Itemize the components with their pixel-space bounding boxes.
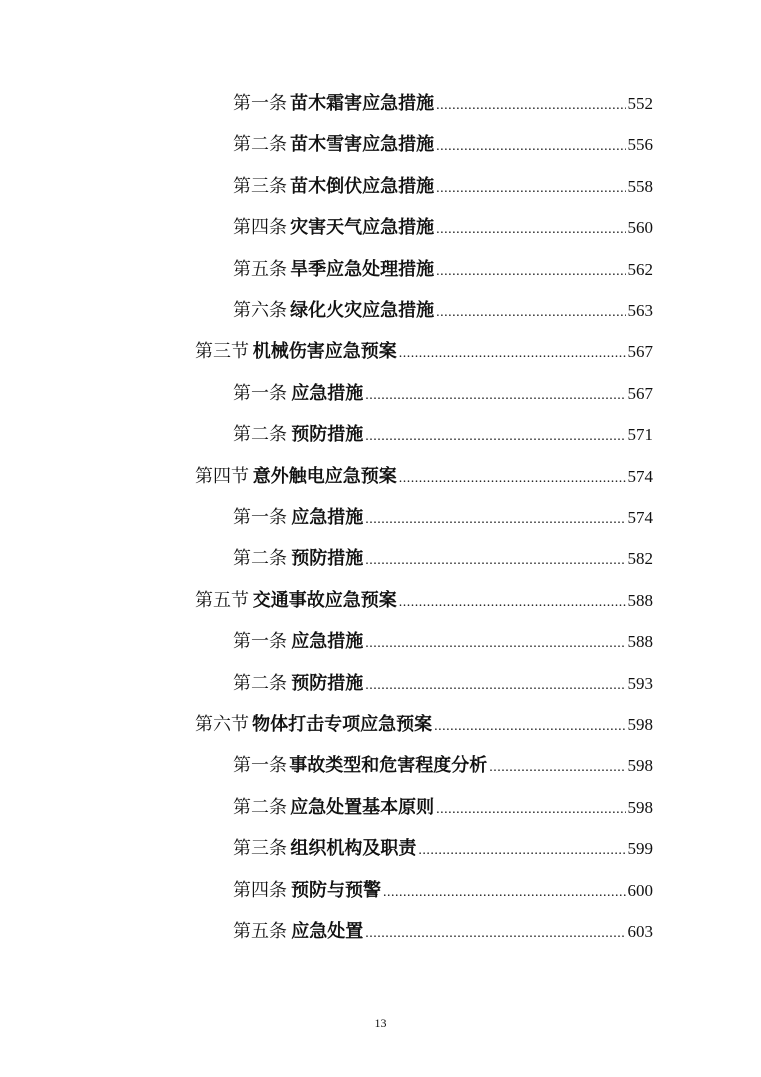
toc-entry-page: 560 bbox=[627, 218, 653, 238]
toc-entry-page: 588 bbox=[627, 632, 653, 652]
toc-entry[interactable] bbox=[233, 420, 653, 450]
toc-entry-number: 第二条 bbox=[233, 134, 287, 156]
toc-entry-page: 599 bbox=[627, 839, 653, 859]
toc-entry-number: 第二条 bbox=[233, 672, 287, 694]
toc-entry-page: 600 bbox=[627, 880, 653, 900]
toc-entry-title: 旱季应急处理措施 bbox=[290, 258, 435, 280]
toc-leader-dots bbox=[365, 505, 625, 535]
toc-entry-title: 灾害天气应急措施 bbox=[290, 217, 435, 239]
toc-leader-dots bbox=[399, 464, 626, 494]
toc-entry-number: 第二条 bbox=[233, 424, 287, 446]
toc-leader-dots bbox=[365, 546, 625, 576]
toc-entry-title: 应急处置 bbox=[291, 921, 364, 942]
toc-entry-title: 应急措施 bbox=[291, 382, 364, 404]
toc-entry-number: 第三条 bbox=[233, 175, 287, 197]
toc-leader-dots bbox=[436, 795, 625, 825]
toc-entry-title: 事故类型和危害程度分析 bbox=[289, 755, 488, 777]
toc-entry-page: 598 bbox=[627, 756, 653, 776]
toc-leader-dots bbox=[436, 215, 625, 245]
toc-entry[interactable] bbox=[233, 213, 653, 243]
toc-entry-title: 机械伤害应急预案 bbox=[252, 341, 397, 363]
toc-leader-dots bbox=[434, 712, 625, 742]
toc-entry-page: 562 bbox=[627, 259, 653, 279]
toc-entry[interactable] bbox=[233, 793, 653, 823]
toc-entry-number: 第五条 bbox=[233, 258, 287, 280]
toc-entry-title: 苗木倒伏应急措施 bbox=[290, 175, 435, 197]
toc-entry-page: 567 bbox=[627, 342, 653, 362]
toc-entry-title: 应急措施 bbox=[291, 507, 364, 528]
toc-entry-title: 物体打击专项应急预案 bbox=[252, 714, 433, 735]
toc-entry[interactable] bbox=[195, 710, 653, 740]
toc-entry-title: 预防措施 bbox=[291, 672, 364, 694]
toc-entry-number: 第一条 bbox=[233, 382, 287, 404]
toc-entry[interactable] bbox=[233, 876, 653, 906]
toc-leader-dots bbox=[489, 753, 625, 783]
toc-entry[interactable] bbox=[233, 255, 653, 285]
toc-entry-number: 第二条 bbox=[233, 796, 287, 818]
toc-leader-dots bbox=[418, 836, 625, 866]
toc-entry-page: 588 bbox=[627, 590, 653, 610]
toc-entry[interactable] bbox=[195, 337, 653, 367]
toc-entry-page: 574 bbox=[627, 466, 653, 486]
toc-leader-dots bbox=[365, 422, 625, 452]
toc-entry-number: 第二条 bbox=[233, 548, 287, 570]
toc-entry[interactable] bbox=[233, 669, 653, 699]
toc-entry-page: 556 bbox=[627, 135, 653, 155]
toc-entry-title: 绿化火灾应急措施 bbox=[290, 300, 435, 321]
toc-entry[interactable] bbox=[195, 586, 653, 616]
toc-leader-dots bbox=[436, 298, 625, 328]
toc-entry-title: 应急措施 bbox=[291, 631, 364, 653]
toc-entry[interactable] bbox=[233, 544, 653, 574]
toc-entry[interactable] bbox=[233, 834, 653, 864]
toc-entry-number: 第四节 bbox=[195, 465, 249, 487]
toc-leader-dots bbox=[436, 91, 625, 121]
toc-leader-dots bbox=[436, 132, 625, 162]
toc-leader-dots bbox=[436, 174, 625, 204]
toc-entry[interactable] bbox=[233, 917, 653, 947]
toc-entry-page: 567 bbox=[627, 383, 653, 403]
toc-entry[interactable] bbox=[233, 379, 653, 409]
toc-entry-title: 苗木雪害应急措施 bbox=[290, 134, 435, 156]
toc-leader-dots bbox=[365, 671, 625, 701]
toc-entry[interactable] bbox=[195, 462, 653, 492]
toc-entry-title: 预防措施 bbox=[291, 424, 364, 446]
toc-entry[interactable] bbox=[233, 751, 653, 781]
toc-entry[interactable] bbox=[233, 130, 653, 160]
toc-leader-dots bbox=[365, 629, 625, 659]
toc-entry-number: 第五节 bbox=[195, 589, 249, 611]
toc-entry-page: 603 bbox=[627, 922, 653, 941]
toc-leader-dots bbox=[399, 339, 626, 369]
toc-entry-number: 第一条 bbox=[233, 93, 287, 114]
page-number-footer: 13 bbox=[374, 1016, 387, 1030]
toc-entry-page: 571 bbox=[627, 425, 653, 445]
toc-entry-page: 563 bbox=[627, 301, 653, 320]
toc-entry-number: 第一条 bbox=[233, 631, 287, 653]
toc-entry-title: 组织机构及职责 bbox=[290, 838, 417, 860]
toc-entry-number: 第四条 bbox=[233, 879, 287, 901]
toc-entry-page: 558 bbox=[627, 176, 653, 196]
toc-leader-dots bbox=[399, 588, 626, 618]
toc-entry-page: 593 bbox=[627, 673, 653, 693]
toc-entry-number: 第四条 bbox=[233, 217, 287, 239]
toc-entry-title: 预防措施 bbox=[291, 548, 364, 570]
toc-entry[interactable] bbox=[233, 89, 653, 119]
toc-entry-number: 第三节 bbox=[195, 341, 249, 363]
toc-entry-title: 苗木霜害应急措施 bbox=[290, 93, 435, 114]
toc-entry-page: 598 bbox=[627, 715, 653, 734]
toc-entry-title: 意外触电应急预案 bbox=[252, 465, 397, 487]
toc-entry[interactable] bbox=[233, 296, 653, 326]
toc-entry-page: 552 bbox=[627, 94, 653, 113]
toc-leader-dots bbox=[436, 257, 625, 287]
toc-entry-page: 598 bbox=[627, 797, 653, 817]
toc-leader-dots bbox=[383, 878, 626, 908]
toc-entry-number: 第三条 bbox=[233, 838, 287, 860]
toc-entry-number: 第一条 bbox=[233, 755, 287, 777]
toc-entry-number: 第一条 bbox=[233, 507, 287, 528]
toc-entry-number: 第五条 bbox=[233, 921, 287, 942]
toc-entry-title: 应急处置基本原则 bbox=[290, 796, 435, 818]
toc-entry[interactable] bbox=[233, 172, 653, 202]
toc-entry-page: 582 bbox=[627, 549, 653, 569]
toc-leader-dots bbox=[365, 381, 625, 411]
toc-entry[interactable] bbox=[233, 503, 653, 533]
toc-entry[interactable] bbox=[233, 627, 653, 657]
toc-entry-page: 574 bbox=[627, 508, 653, 527]
toc-entry-number: 第六条 bbox=[233, 300, 287, 321]
toc-entry-number: 第六节 bbox=[195, 714, 249, 735]
toc-entry-title: 预防与预警 bbox=[291, 879, 381, 901]
toc-entry-title: 交通事故应急预案 bbox=[252, 589, 397, 611]
toc-leader-dots bbox=[365, 919, 625, 949]
